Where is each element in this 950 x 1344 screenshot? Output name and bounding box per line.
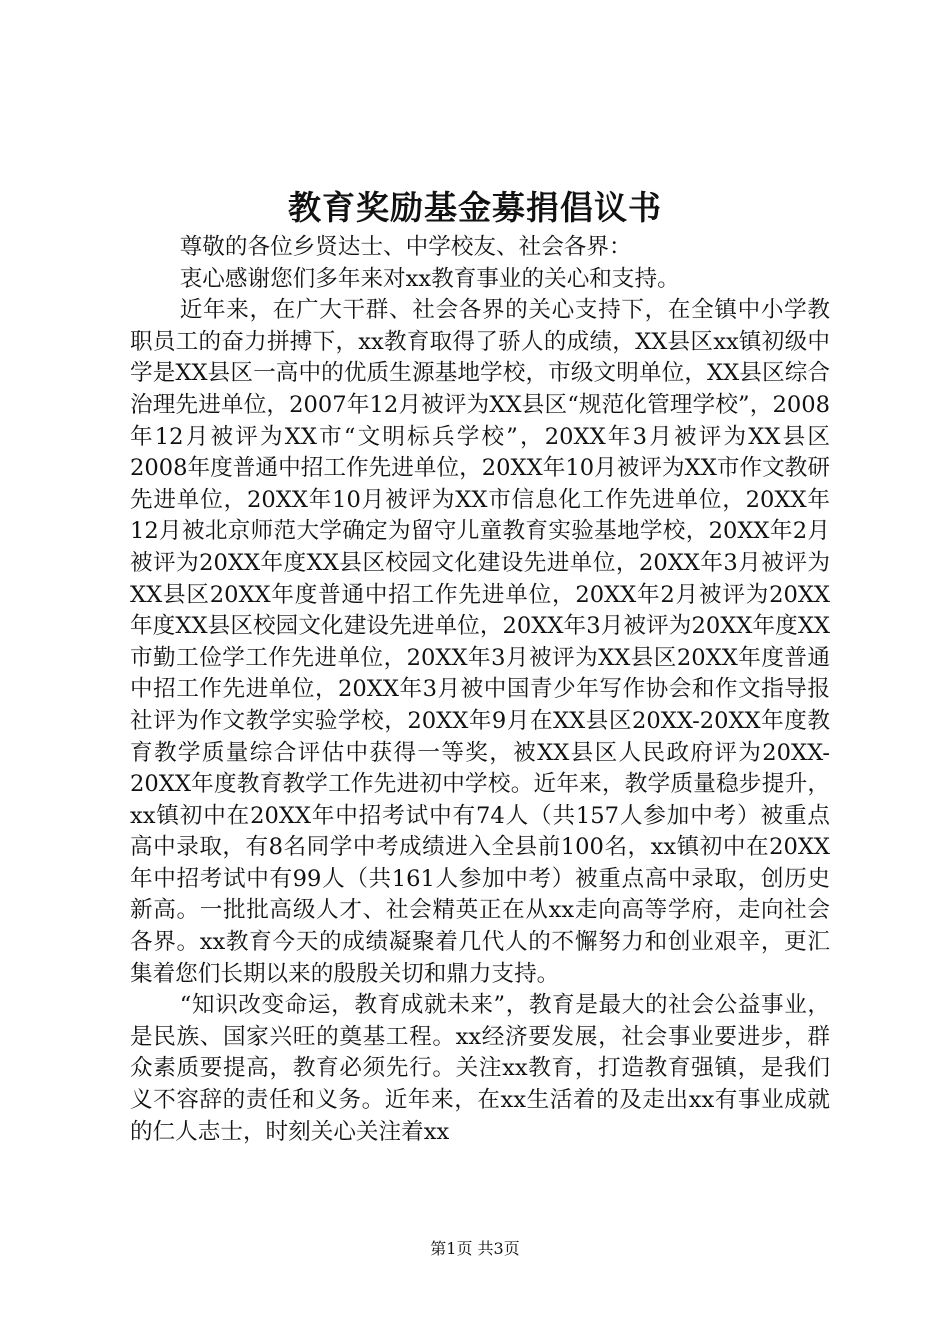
salutation: 尊敬的各位乡贤达士、中学校友、社会各界： <box>179 234 632 260</box>
paragraph-achievements: 近年来，在广大干群、社会各界的关心支持下，在全镇中小学教职员工的奋力拼搏下，xx教育取得了骄人的成绩，XX县区xx镇初级中学是XX县区一高中的优质生源基地学校，市级文明单位，XX县区综合治理先进单位，2007年12月被评为XX县区“规范化管理学校”，2008年12月被评为XX市“文明标兵学校”，20XX年3月被评为XX县区2008年度普通中招工作先进单位，20XX年10月被评为XX市作文教研先进单位，20XX年10月被评为XX市信息化工作先进单位，20XX年12月被北京师范大学确定为留守儿童教育实验基地学校，20XX年2月被评为20XX年度XX县区校园文化建设先进单位，20XX年3月被评为XX县区20XX年度普通中招工作先进单位，20XX年2月被评为20XX年度XX县区校园文化建设先进单位，20XX年3月被评为20XX年度XX市勤工俭学工作先进单位，20XX年3月被评为XX县区20XX年度普通中招工作先进单位，20XX年3月被中国青少年写作协会和作文指导报社评为作文教学实验学校，20XX年9月在XX县区20XX-20XX年度教育教学质量综合评估中获得一等奖，被XX县区人民政府评为20XX-20XX年度教育教学工作先进初中学校。近年来，教学质量稳步提升，xx镇初中在20XX年中招考试中有74人（共157人参加中考）被重点高中录取，有8名同学中考成绩进入全县前100名，xx镇初中在20XX年中招考试中有99人（共161人参加中考）被重点高中录取，创历史新高。一批批高级人才、社会精英正在从xx走向高等学府，走向社会各界。xx教育今天的成绩凝聚着几代人的不懈努力和创业艰辛，更汇集着您们长期以来的殷殷关切和鼎力支持。 <box>130 297 830 987</box>
document-body <box>130 232 830 1148</box>
page-number-footer: 第1页 共3页 <box>430 1239 520 1258</box>
paragraph-thanks: 衷心感谢您们多年来对xx教育事业的关心和支持。 <box>179 265 680 292</box>
document-title: 教育奖励基金募捐倡议书 <box>288 188 662 227</box>
paragraph-call-to-action: “知识改变命运，教育成就未来”，教育是最大的社会公益事业，是民族、国家兴旺的奠基工程。xx经济要发展，社会事业要进步，群众素质要提高，教育必须先行。关注xx教育，打造教育强镇，是我们义不容辞的责任和义务。近年来，在xx生活着的及走出xx有事业成就的仁人志士，时刻关心关注着xx <box>130 992 830 1145</box>
